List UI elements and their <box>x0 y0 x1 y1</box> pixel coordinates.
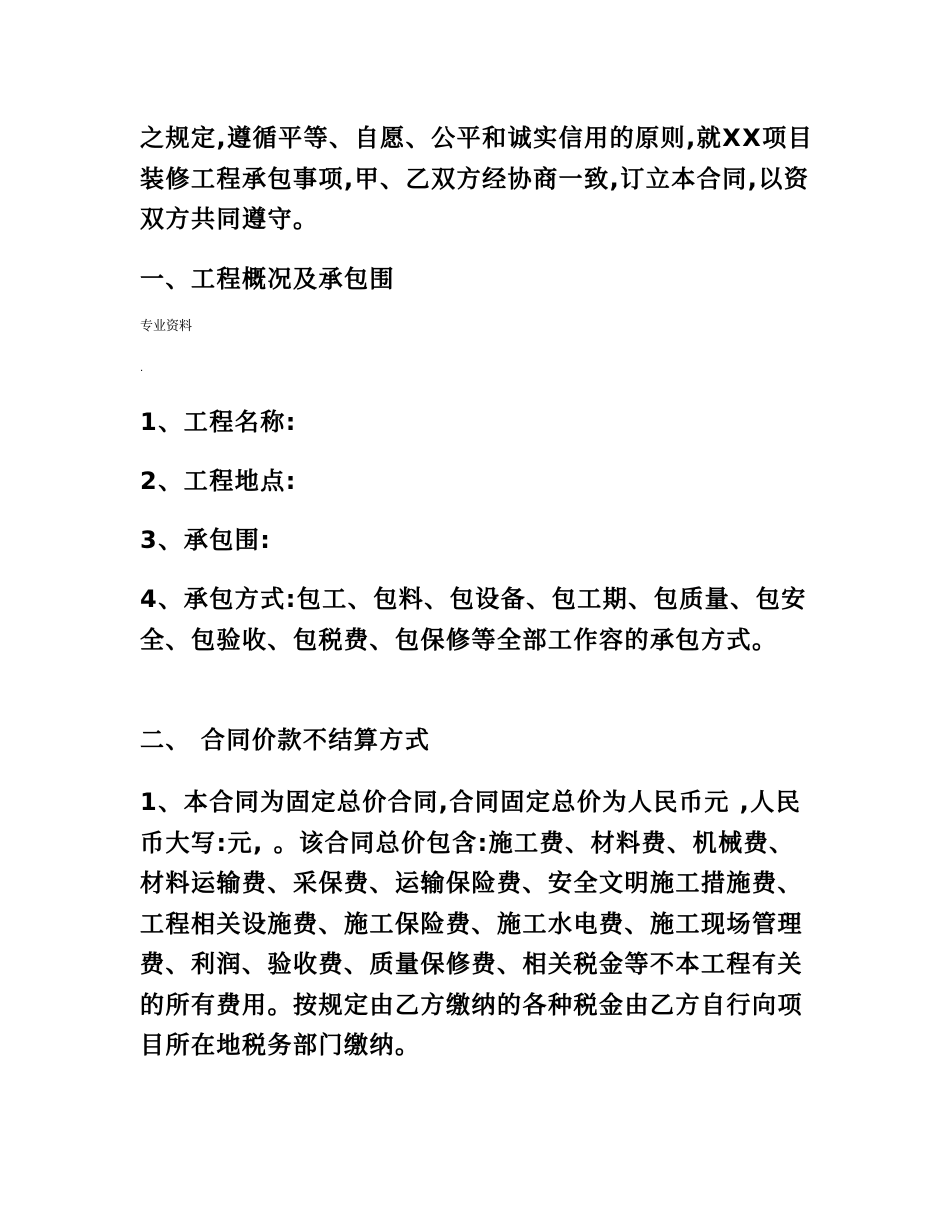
intro-paragraph: 之规定,遵循平等、自愿、公平和诚实信用的原则,就XX项目装修工程承包事项,甲、乙双方经协商一致,订立本合同,以资双方共同遵守。 <box>140 124 814 233</box>
footer-label: 专业资料 <box>140 319 193 334</box>
list-item-contract-method: 4、承包方式:包工、包料、包设备、包工期、包质量、包安全、包验收、包税费、包保修等全部工作容的承包方式。 <box>140 585 807 654</box>
section-heading-1: 一、工程概况及承包围 <box>140 265 395 293</box>
footer-dot: . <box>140 363 144 374</box>
list-item-project-location: 2、工程地点: <box>140 467 297 495</box>
section2-paragraph: 1、本合同为固定总价合同,合同固定总价为人民币元 ,人民币大写:元, 。该合同总价包含:施工费、材料费、机械费、材料运输费、采保费、运输保险费、安全文明施工措施费、工程相关设施费、施工保险费、施工水电费、施工现场管理费、利润、验收费、质量保修费、相关税金等不本工程有关的所有费用。按规定由乙方缴纳的各种税金由乙方自行向项目所在地税务部门缴纳。 <box>140 788 803 1059</box>
list-item-project-name: 1、工程名称: <box>140 408 297 436</box>
section-heading-2: 二、 合同价款不结算方式 <box>140 726 431 754</box>
list-item-contract-scope: 3、承包围: <box>140 526 272 554</box>
